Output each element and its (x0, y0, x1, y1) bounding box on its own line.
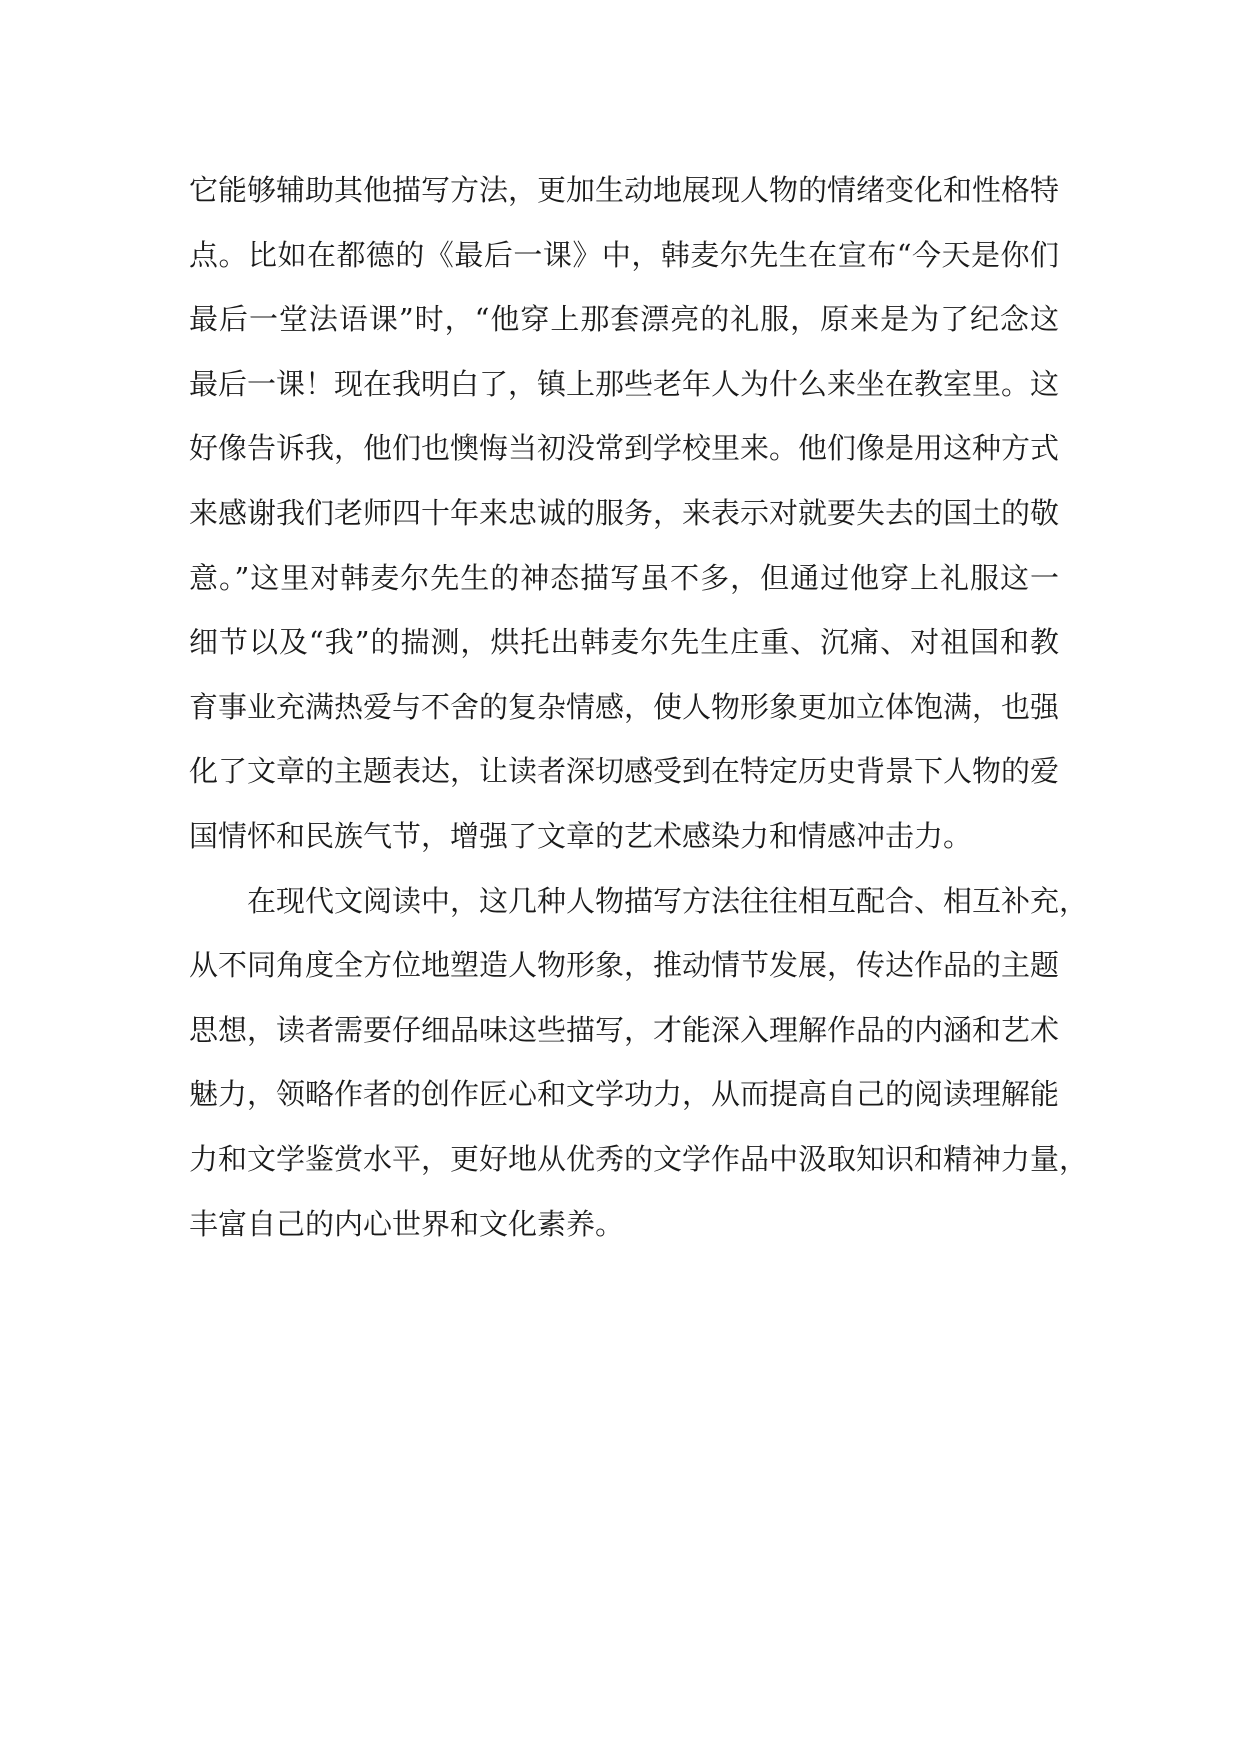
text-line: 它能够辅助其他描写方法，更加生动地展现人物的情绪变化和性格特 (189, 173, 1060, 207)
text-line: 从不同角度全方位地塑造人物形象，推动情节发展，传达作品的主题 (189, 948, 1060, 983)
text-line: 思想，读者需要仔细品味这些描写，才能深入理解作品的内涵和艺术 (189, 1012, 1060, 1047)
text-line: 意。”这里对韩麦尔先生的神态描写虽不多，但通过他穿上礼服这一 (189, 560, 1059, 595)
text-line: 化了文章的主题表达，让读者深切感受到在特定历史背景下人物的爱 (189, 754, 1060, 789)
text-line: 丰富自己的内心世界和文化素养。 (189, 1206, 625, 1241)
document-body (189, 158, 1089, 1256)
text-line: 细节以及“我”的揣测，烘托出韩麦尔先生庄重、沉痛、对祖国和教 (189, 625, 1059, 660)
text-line: 在现代文阅读中，这几种人物描写方法往往相互配合、相互补充， (247, 883, 1089, 918)
text-line: 力和文学鉴赏水平，更好地从优秀的文学作品中汲取知识和精神力量， (189, 1141, 1089, 1176)
text-line: 国情怀和民族气节，增强了文章的艺术感染力和情感冲击力。 (189, 818, 973, 853)
paragraph-continued (189, 158, 1059, 869)
paragraph-conclusion (189, 869, 1089, 1257)
text-line: 来感谢我们老师四十年来忠诚的服务，来表示对就要失去的国土的敬 (189, 495, 1060, 530)
text-line: 好像告诉我，他们也懊悔当初没常到学校里来。他们像是用这种方式 (189, 431, 1060, 466)
text-line: 最后一堂法语课”时，“他穿上那套漂亮的礼服，原来是为了纪念这 (189, 302, 1059, 337)
text-line: 点。比如在都德的《最后一课》中，韩麦尔先生在宣布“今天是你们 (189, 237, 1059, 272)
text-line: 最后一课！现在我明白了，镇上那些老年人为什么来坐在教室里。这 (189, 366, 1060, 401)
text-line: 育事业充满热爱与不舍的复杂情感，使人物形象更加立体饱满，也强 (189, 689, 1060, 724)
text-line: 魅力，领略作者的创作匠心和文学功力，从而提高自己的阅读理解能 (189, 1077, 1060, 1112)
